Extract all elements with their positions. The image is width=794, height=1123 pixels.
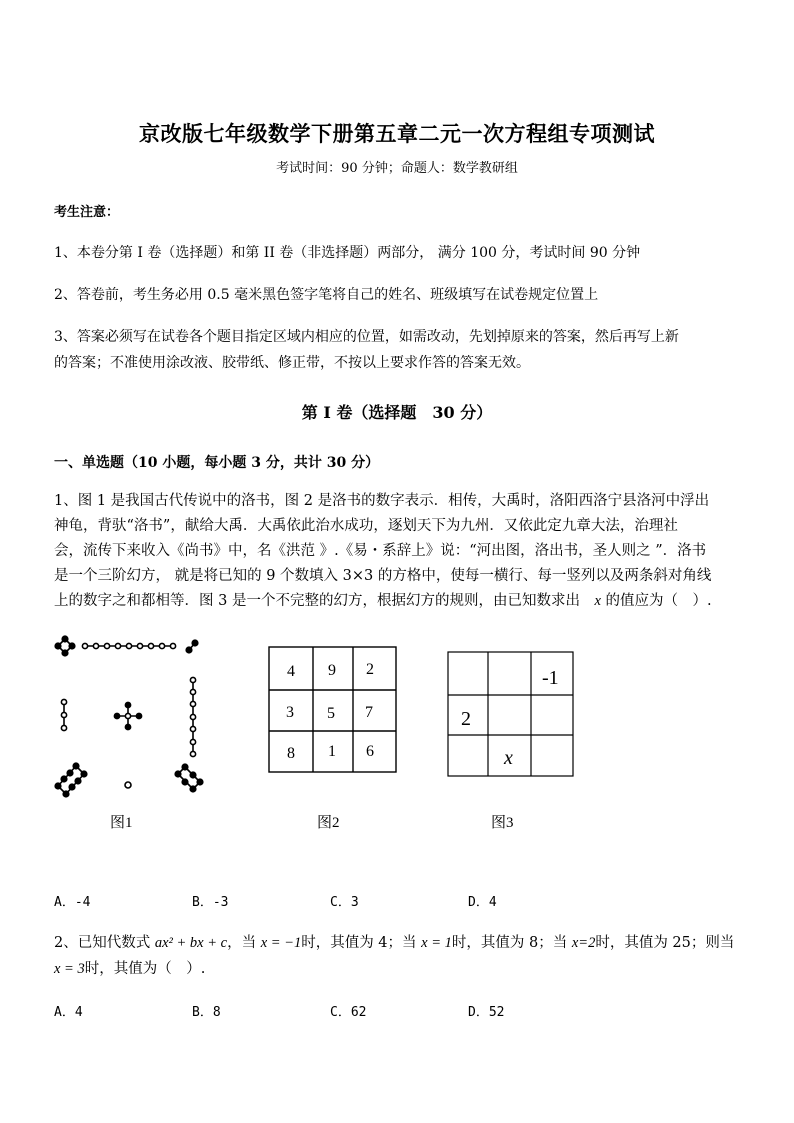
grid-cell: 5 <box>327 705 335 722</box>
grid-cell: -1 <box>542 667 559 689</box>
notes-heading: 考生注意： <box>54 205 120 220</box>
luoshu-dots-5 <box>114 702 141 729</box>
question-2-text: ，当 <box>227 935 261 951</box>
question-1-line <box>54 589 744 614</box>
option-a[interactable]: A．4 <box>54 1005 83 1020</box>
question-2-text: 时，其值为（ ）. <box>84 961 206 977</box>
grid-cell-x: x <box>504 747 513 769</box>
question-1-line: 神龟，背驮“洛书”，献给大禹．大禹依此治水成功，逐划天下为九州．又依此定九章大法，治理社 <box>54 518 678 534</box>
option-d[interactable]: D．52 <box>468 1005 505 1020</box>
luoshu-figure <box>50 632 210 802</box>
condition: x = 3 <box>54 961 85 977</box>
page-title: 京改版七年级数学下册第五章二元一次方程组专项测试 <box>139 121 655 146</box>
question-2-text: 时，其值为 8；当 <box>451 935 572 951</box>
note-item-2: 2、答卷前，考生务必用 0.5 毫米黑色签字笔将自己的姓名、班级填写在试卷规定位置上 <box>54 287 599 303</box>
question-1 <box>54 489 744 614</box>
exam-info: 考试时间：90 分钟；命题人：数学教研组 <box>276 161 518 176</box>
note-item-1: 1、本卷分第 I 卷（选择题）和第 II 卷（非选择题）两部分， 满分 100 分，考试时间 90 分钟 <box>54 245 641 261</box>
question-1-text: 的值应为（ ）. <box>600 593 712 609</box>
note-item-3: 3、答案必须写在试卷各个题目指定区域内相应的位置，如需改动，先划掉原来的答案，然后再写上新 <box>54 329 679 345</box>
question-2-text: 时，其值为 25；则当 <box>595 935 735 951</box>
grid-cell: 1 <box>328 743 336 760</box>
grid-cell: 4 <box>287 663 295 680</box>
section-title: 第 I 卷（选择题 30 分） <box>301 403 493 422</box>
question-1-text: 上的数字之和都相等．图 3 是一个不完整的幻方，根据幻方的规则，由已知数求出 <box>54 593 595 609</box>
luoshu-dots-2 <box>186 640 198 653</box>
luoshu-dots-6 <box>175 764 203 792</box>
grid-cell: 2 <box>461 708 471 730</box>
magic-square-figure <box>268 646 398 774</box>
figure-caption: 图1 <box>110 815 133 831</box>
luoshu-dots-9 <box>82 643 175 648</box>
luoshu-dots-4 <box>55 636 75 656</box>
question-1-line: 是一个三阶幻方， 就是将已知的 9 个数填入 3×3 的方格中，使每一横行、每一竖列以及两条斜对角线 <box>54 568 712 584</box>
grid-cell: 9 <box>328 662 336 679</box>
luoshu-dots-1 <box>125 782 131 788</box>
question-2 <box>54 931 734 952</box>
option-c[interactable]: C．62 <box>330 1005 367 1020</box>
grid-cell: 6 <box>366 743 374 760</box>
incomplete-square-figure <box>446 650 576 778</box>
luoshu-dots-8 <box>55 763 87 797</box>
condition: x=2 <box>571 935 596 951</box>
figure-caption: 图2 <box>317 815 340 831</box>
luoshu-dots-3 <box>61 699 66 730</box>
grid-cell: 2 <box>366 661 374 678</box>
question-2-text: 时，其值为 4；当 <box>301 935 422 951</box>
option-d[interactable]: D．4 <box>468 895 497 910</box>
expression: ax² + bx + c <box>154 935 228 951</box>
option-c[interactable]: C．3 <box>330 895 359 910</box>
condition: x = −1 <box>260 935 302 951</box>
option-b[interactable]: B．-3 <box>192 895 229 910</box>
question-1-line: 会，流传下来收入《尚书》中，名《洪范 》.《易・系辞上》说：“河出图，洛出书，圣人则之 ”．洛书 <box>54 543 707 559</box>
question-2-text: 2、已知代数式 <box>54 935 155 951</box>
grid-cell: 3 <box>286 704 294 721</box>
figure-caption: 图3 <box>491 815 514 831</box>
part-heading: 一、单选题（10 小题，每小题 3 分，共计 30 分） <box>54 455 380 471</box>
variable-x: x <box>594 593 601 609</box>
grid-cell: 8 <box>287 745 295 762</box>
note-item-3-cont: 的答案；不准使用涂改液、胶带纸、修正带，不按以上要求作答的答案无效。 <box>54 355 530 371</box>
option-b[interactable]: B．8 <box>192 1005 221 1020</box>
option-a[interactable]: A．-4 <box>54 895 91 910</box>
question-2-cont <box>54 957 205 978</box>
question-1-line: 1、图 1 是我国古代传说中的洛书，图 2 是洛书的数字表示．相传，大禹时，洛阳西洛宁县洛河中浮出 <box>54 493 710 509</box>
grid-cell: 7 <box>365 704 373 721</box>
condition: x = 1 <box>421 935 452 951</box>
luoshu-dots-7 <box>190 677 195 756</box>
